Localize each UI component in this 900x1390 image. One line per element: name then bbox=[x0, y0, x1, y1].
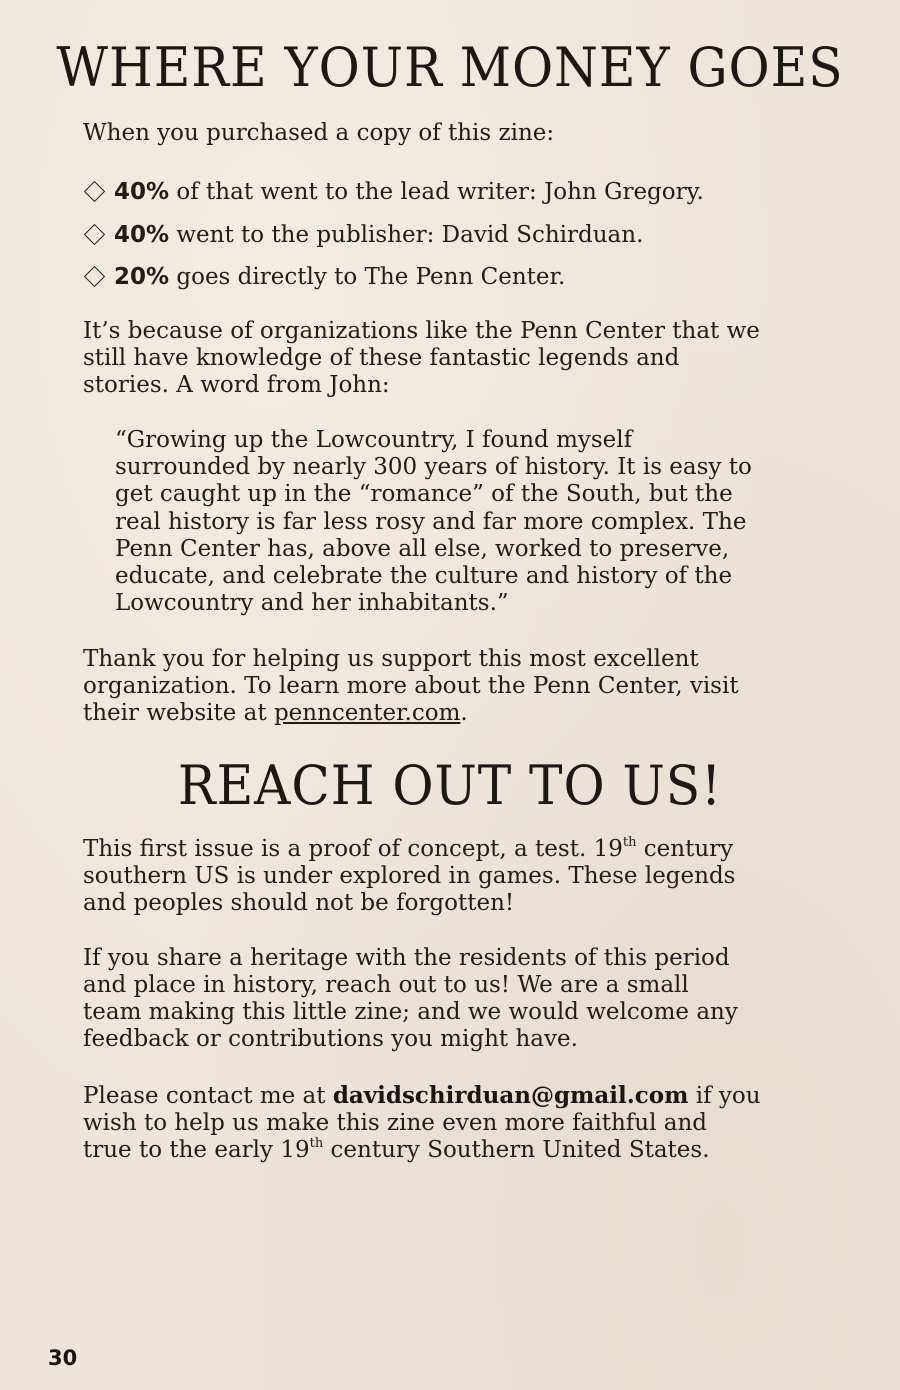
ordinal-suffix: th bbox=[622, 835, 637, 850]
text-fragment: This first issue is a proof of concept, a test. 19 bbox=[83, 836, 623, 862]
bullet-percent: 40% bbox=[114, 222, 170, 248]
bullet-penn-center bbox=[83, 262, 565, 292]
text-fragment: true to the early 19 bbox=[83, 1137, 310, 1163]
paragraph-line: Thank you for helping us support this most excellent bbox=[83, 646, 699, 672]
paragraph-line bbox=[83, 1137, 863, 1164]
paragraph-line: feedback or contributions you might have. bbox=[83, 1026, 578, 1052]
bullet-publisher bbox=[83, 220, 643, 250]
text-fragment: century Southern United States. bbox=[323, 1137, 710, 1163]
diamond-bullet-icon bbox=[84, 224, 105, 245]
organizations-paragraph bbox=[83, 318, 863, 399]
quote-line: Penn Center has, above all else, worked to preserve, bbox=[115, 535, 730, 562]
paragraph-line: southern US is under explored in games. These legends bbox=[83, 863, 736, 889]
bullet-text: goes directly to The Penn Center. bbox=[169, 264, 566, 290]
website-suffix: . bbox=[460, 700, 468, 726]
diamond-bullet-icon bbox=[84, 266, 105, 287]
website-prefix: their website at bbox=[83, 700, 274, 726]
text-fragment: Please contact me at bbox=[83, 1083, 333, 1109]
penn-center-website-link[interactable]: penncenter.com bbox=[273, 700, 461, 726]
reach-out-heading: REACH OUT TO US! bbox=[177, 754, 723, 817]
paragraph-line: and place in history, reach out to us! We are a small bbox=[83, 972, 689, 998]
contact-paragraph bbox=[83, 1082, 863, 1164]
paragraph-line: organization. To learn more about the Penn Center, visit bbox=[83, 673, 739, 699]
ordinal-suffix: th bbox=[309, 1136, 324, 1151]
bullet-percent: 40% bbox=[114, 179, 170, 205]
bullet-text: of that went to the lead writer: John Gregory. bbox=[169, 179, 704, 205]
paragraph-line: team making this little zine; and we would welcome any bbox=[83, 999, 738, 1025]
paragraph-line: still have knowledge of these fantastic legends and bbox=[83, 345, 680, 371]
paragraph-line: It’s because of organizations like the Penn Center that we bbox=[83, 318, 760, 344]
bullet-text: went to the publisher: David Schirduan. bbox=[169, 222, 644, 248]
text-fragment: century bbox=[636, 836, 734, 862]
bullet-percent: 20% bbox=[114, 264, 170, 290]
john-quote bbox=[115, 427, 752, 617]
paragraph-line bbox=[83, 700, 863, 727]
thanks-paragraph bbox=[83, 646, 863, 727]
quote-line: Lowcountry and her inhabitants.” bbox=[115, 590, 509, 617]
paragraph-line bbox=[83, 836, 863, 863]
paragraph-line: wish to help us make this zine even more faithful and bbox=[83, 1110, 708, 1136]
quote-line: educate, and celebrate the culture and history of the bbox=[115, 563, 733, 590]
quote-line: “Growing up the Lowcountry, I found myself bbox=[115, 427, 633, 453]
money-heading: WHERE YOUR MONEY GOES bbox=[56, 36, 844, 99]
proof-of-concept-paragraph bbox=[83, 836, 863, 917]
quote-line: surrounded by nearly 300 years of history. It is easy to bbox=[115, 454, 752, 481]
paragraph-line: If you share a heritage with the residents of this period bbox=[83, 945, 730, 971]
bullet-writer bbox=[83, 177, 704, 207]
contact-email-link[interactable]: davidschirduan@gmail.com bbox=[332, 1082, 689, 1109]
text-fragment: if you bbox=[688, 1083, 761, 1109]
quote-line: get caught up in the “romance” of the South, but the bbox=[115, 481, 733, 508]
heritage-paragraph bbox=[83, 945, 863, 1053]
page-number: 30 bbox=[48, 1346, 78, 1370]
diamond-bullet-icon bbox=[84, 181, 105, 202]
paragraph-line: and peoples should not be forgotten! bbox=[83, 890, 515, 916]
paragraph-line: stories. A word from John: bbox=[83, 372, 390, 398]
money-intro: When you purchased a copy of this zine: bbox=[83, 120, 555, 146]
quote-line: real history is far less rosy and far more complex. The bbox=[115, 508, 747, 535]
paragraph-line bbox=[83, 1082, 863, 1110]
